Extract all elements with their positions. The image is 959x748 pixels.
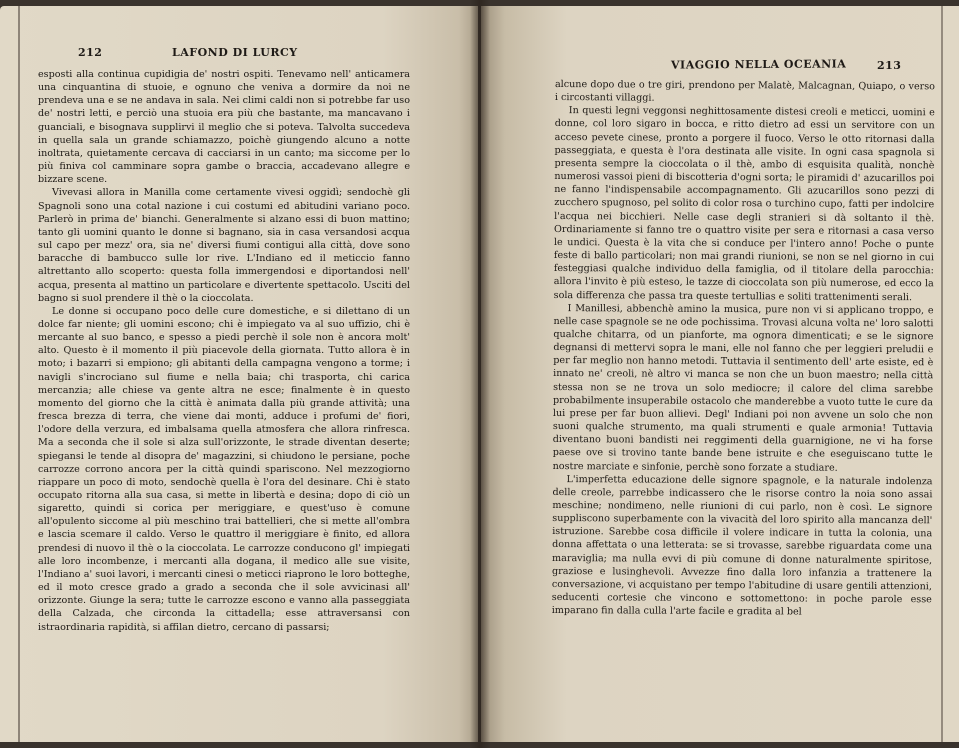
paragraph: Le donne si occupano poco delle cure domestiche, e si dilettano di un dolce far niente; gli uomini escono; chi è impiegato va al suo uffizio, chi è mercante al suo banco, e spesso a piedi perchè il sole non è ancora molt' alto. Questo è il momento il più piacevole della giornata. Tutto allora è in moto; i bazarri si empiono; gli abitanti della campagna vengono a torme; i navigli s'incrociano sul fiume e nella baia; chi trasporta, chi carica mercanzia; alle chiese va gente altra ne esce; finalmente è in questo momento del giorno che la città è animata dalla più grande attività; una fresca brezza di terra, che viene dai monti, adduce i profumi de' fiori, l'odore della verzura, ed imbalsama quella atmosfera che allora rinfresca. Ma a seconda che il sole si alza sull'orizzonte, le strade diventan deserte; spiegansi le tende al disopra de' magazzini, si chiudono le persiane, poche carrozze corrono ancora per la città quindi spariscono. Nel mezzogiorno riappare un poco di moto, sendochè quella è l'ora del desinare. Chi è stato occupato ritorna alla sua casa, si mette in libertà e desina; dopo di ciò un sigaretto, quindi si corica per meriggiare, e quest'uso è comune all'opulento siccome al più meschino trai battellieri, che si mette all'ombra e lascia scemare il caldo. Verso le quattro il meriggiare è finito, ed allora prendesi di nuovo il thè o la cioccolata. Le carrozze conducono gl' impiegati alle loro incombenze, i mercanti alla dogana, il medico alle sue visite, l'Indiano a' suoi lavori, i mercanti cinesi o meticci riaprono le loro botteghe, ed il moto cresce grado a grado a seconda che il sole avvicinasi all' orizzonte. Giunge la sera; tutte le carrozze escono e vanno alla passeggiata della Calzada, che circonda la cittadella; esse attraversansi con istraordinaria rapidità, si affilan dietro, cercano di passarsi; xyxy=(38,305,410,633)
page-edge-shadow xyxy=(18,6,20,742)
page-number: 212 xyxy=(78,46,103,59)
paragraph: esposti alla continua cupidigia de' nostri ospiti. Tenevamo nell' anticamera una cinquantina di stuoie, e ognuno che veniva a dormire da noi ne prendeva una e se ne andava in sala. Nei climi caldi non si potrebbe far uso de' nostri letti, e perciò una stuoia era più che bastante, ma mancavano i guanciali, e bisognava supplirvi il meglio che si poteva. Talvolta succedeva in quella sala un grande schiamazzo, poichè giungendo alcuno a notte inoltrata, quietamente cercava di cacciarsi in un canto; ma siccome per lo più finiva col camminare sopra gambe o braccia, accadevano allegre e bizzare scene. xyxy=(38,69,410,186)
paragraph: alcune dopo due o tre giri, prendono per Malatè, Malcagnan, Quiapo, o verso i circostanti villaggi. xyxy=(554,78,935,104)
paragraph: In questi legni veggonsi neghittosamente distesi creoli e meticci, uomini e donne, col loro sigaro in bocca, e ritto dietro ad essi un servitore con un acceso pevete cinese, pronto a porgere il fuoco. Verso le otto ritornasi dalla passeggiata, e questa è l'ora destinata alle visite. In ogni casa spagnola si presenta sempre la cioccolata o il thè, ambo di esquisita qualità, nonchè numerosi vassoi pieni di biscotteria d'ogni sorta; le piramidi d' azucarillos poi ne fanno l'indispensabile accompagnamento. Gli azucarillos sono pezzi di zucchero spugnoso, pel solito di color rosa o turchino cupo, fatti per indolcire l'acqua nei bicchieri. Nelle case degli stranieri si dà soltanto il thè. Ordinariamente si fanno tre o quattro visite per sera e ritornasi a casa verso le undici. Questa è la vita che si conduce per l'intero anno! Poche o punte feste di ballo particolari; non mai grandi riunioni, se non se nel giorno in cui festeggiasi qualche individuo della famiglia, od il titolare della parocchia: allora l'invito è più esteso, le tazze di cioccolata son più numerose, ed ecco la sola differenza che passa tra queste tertullias e soliti trattenimenti serali. xyxy=(553,105,935,303)
running-head: LAFOND DI LURCY xyxy=(172,46,298,59)
page-edge-shadow xyxy=(941,6,943,742)
book-gutter xyxy=(470,0,490,748)
paragraph: L'imperfetta educazione delle signore spagnole, e la naturale indolenza delle creole, parrebbe indicassero che le risorse contro la noia sono assai meschine; nondimeno, nelle riunioni di cui parlo, non è così. Le signore suppliscono superbamente con la vivacità del loro spirito alla mancanza dell' istruzione. Sarebbe cosa difficile il volere indicare in tutta la colonia, una donna affettata o una letterata: se si trovasse, sarebbe riguardata come una maraviglia; ma nulla evvi di più comune di donne naturalmente spiritose, graziose e lusinghevoli. Avvezze fino dalla loro infanzia a trattenere la conversazione, vi acquistano per tempo l'abitudine di usare gentili attenzioni, seducenti cortesie che vincono e sottomettono: in poche parole esse imparano fin dalla culla l'arte facile e gradita al bel xyxy=(551,473,933,618)
paragraph: I Manillesi, abbenchè amino la musica, pure non vi si applicano troppo, e nelle case spagnole se ne ode pochissima. Trovasi alcuna volta ne' loro salotti qualche chitarra, od un pianforte, ma ognora dimenticati; e se le signore degnansi di mettervi sopra le mani, elle nol fanno che per leggieri preludii e per far meglio non hanno metodi. Tuttavia il sentimento dell' arte esiste, ed è innato ne' creoli, nè altro vi manca se non che un buon maestro; nella città stessa non se ne trova un solo mediocre; il calore del clima sarebbe probabilmente insuperabile ostacolo che manderebbe a vuoto tutte le cure da lui prese per far buon allievi. Degl' Indiani poi non avvene un solo che non suoni qualche strumento, ma quali strumenti e quale armonia! Tuttavia diventano buoni bandisti nei reggimenti della guarnigione, ne vi ha forse paese ove si trovino tante bande bene istruite e che eseguiscano tutte le nostre marciate e sinfonie, perchè sono forzate a studiare. xyxy=(552,302,934,474)
right-page xyxy=(481,6,959,742)
page-number: 213 xyxy=(877,59,902,72)
paragraph: Vivevasi allora in Manilla come certamente vivesi oggidì; sendochè gli Spagnoli sono una cotal nazione i cui costumi ed abitudini variano poco. Parlerò in prima de' bianchi. Generalmente si alzano essi di buon mattino; tanto gli uomini quanto le donne si bagnano, sia in casa versandosi acqua sul capo per mezz' ora, sia ne' diversi fiumi contigui alla città, dove sono baracche di bambucco sulle lor rive. L'Indiano ed il meticcio fanno altrettanto allo scoperto: questa folla immergendosi e diportandosi nell' acqua, presenta al mattino un particolare e divertente spettacolo. Usciti del bagno si suol prendere il thè o la cioccolata. xyxy=(38,187,410,304)
body-text xyxy=(38,68,410,634)
running-head: VIAGGIO NELLA OCEANIA xyxy=(670,57,847,72)
left-page xyxy=(0,6,478,742)
body-text xyxy=(552,78,935,620)
